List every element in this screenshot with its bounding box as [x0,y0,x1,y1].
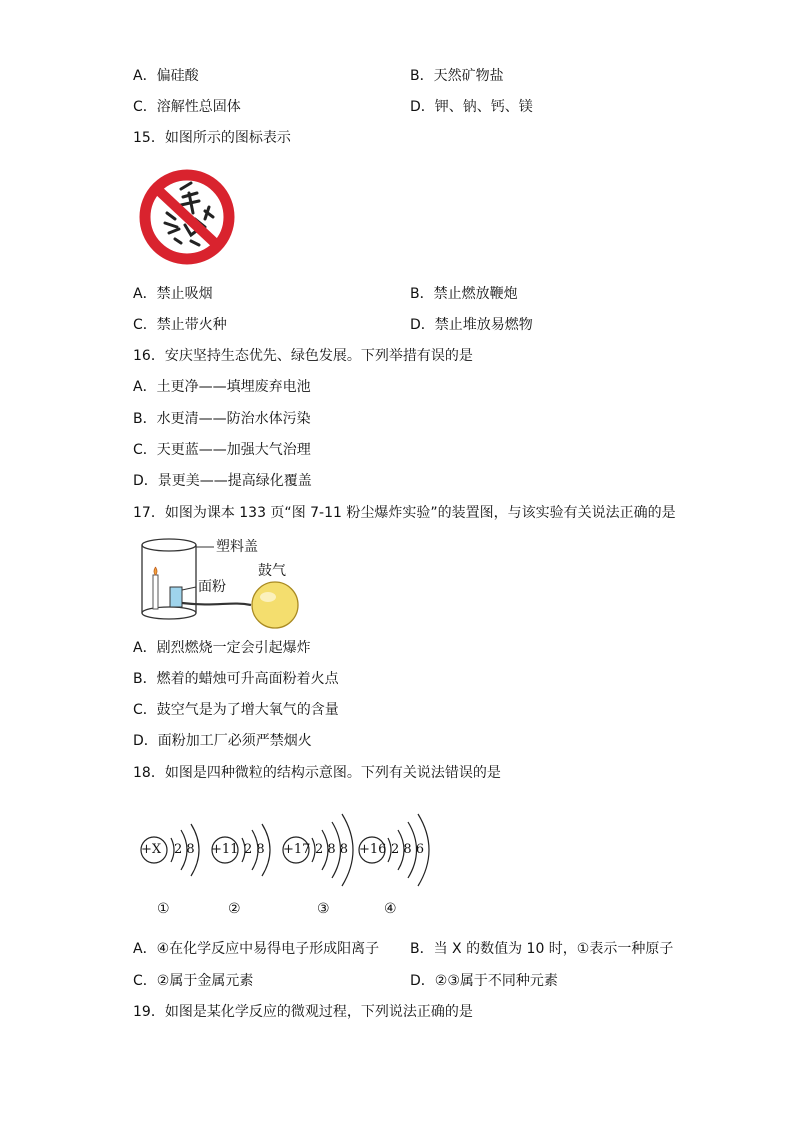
shell-electrons: 2 8 [174,842,195,857]
q17-option-b: B．燃着的蜡烛可升高面粉着火点 [133,671,339,687]
q18-option-b: B．当 X 的数值为 10 时，①表示一种原子 [410,941,674,957]
particle-2 [208,798,283,923]
q16-option-c: C．天更蓝——加强大气治理 [133,442,311,458]
shell-electrons: 2 8 6 [391,842,425,857]
q14-option-c: C．溶解性总固体 [133,99,241,115]
q15-option-a: A．禁止吸烟 [133,286,213,302]
nucleus-label: +16 [359,842,387,857]
q17-option-d: D．面粉加工厂必须严禁烟火 [133,733,312,749]
q18-option-c: C．②属于金属元素 [133,973,254,989]
q14-option-b: B．天然矿物盐 [410,68,504,84]
q16-option-d: D．景更美——提高绿化覆盖 [133,473,312,489]
dust-explosion-apparatus [136,535,326,630]
q15-option-c: C．禁止带火种 [133,317,227,333]
q18-option-a: A．④在化学反应中易得电子形成阳离子 [133,941,380,957]
q19-stem: 19．如图是某化学反应的微观过程，下列说法正确的是 [133,1004,473,1020]
q14-option-a: A．偏硅酸 [133,68,199,84]
q17-option-c: C．鼓空气是为了增大氧气的含量 [133,702,339,718]
particle-4 [356,798,446,923]
nucleus-label: +11 [211,842,239,857]
shell-electrons: 2 8 [244,842,265,857]
q17-option-a: A．剧烈燃烧一定会引起爆炸 [133,640,311,656]
particle-1 [135,798,210,923]
q17-stem: 17．如图为课本 133 页“图 7-11 粉尘爆炸实验”的装置图，与该实验有关说法正确的是 [133,505,676,521]
air-pump-label: 鼓气 [258,563,286,579]
q14-option-d: D．钾、钠、钙、镁 [410,99,533,115]
shell-electrons: 2 8 8 [315,842,349,857]
no-firecrackers-icon [137,167,237,271]
particle-mark: ③ [317,901,330,917]
q18-option-d: D．②③属于不同种元素 [410,973,558,989]
particle-diagrams [130,798,450,928]
q15-option-d: D．禁止堆放易燃物 [410,317,533,333]
q15-stem: 15．如图所示的图标表示 [133,130,291,146]
nucleus-label: +X [141,842,162,857]
q18-stem: 18．如图是四种微粒的结构示意图。下列有关说法错误的是 [133,765,501,781]
particle-mark: ② [228,901,241,917]
q16-stem: 16．安庆坚持生态优先、绿色发展。下列举措有误的是 [133,348,473,364]
flour-label: 面粉 [198,579,226,595]
q15-option-b: B．禁止燃放鞭炮 [410,286,518,302]
nucleus-label: +17 [283,842,311,857]
q16-option-a: A．土更净——填埋废弃电池 [133,379,311,395]
particle-mark: ④ [384,901,397,917]
lid-label: 塑料盖 [216,539,258,555]
particle-3 [280,798,360,923]
particle-mark: ① [157,901,170,917]
q16-option-b: B．水更清——防治水体污染 [133,411,311,427]
